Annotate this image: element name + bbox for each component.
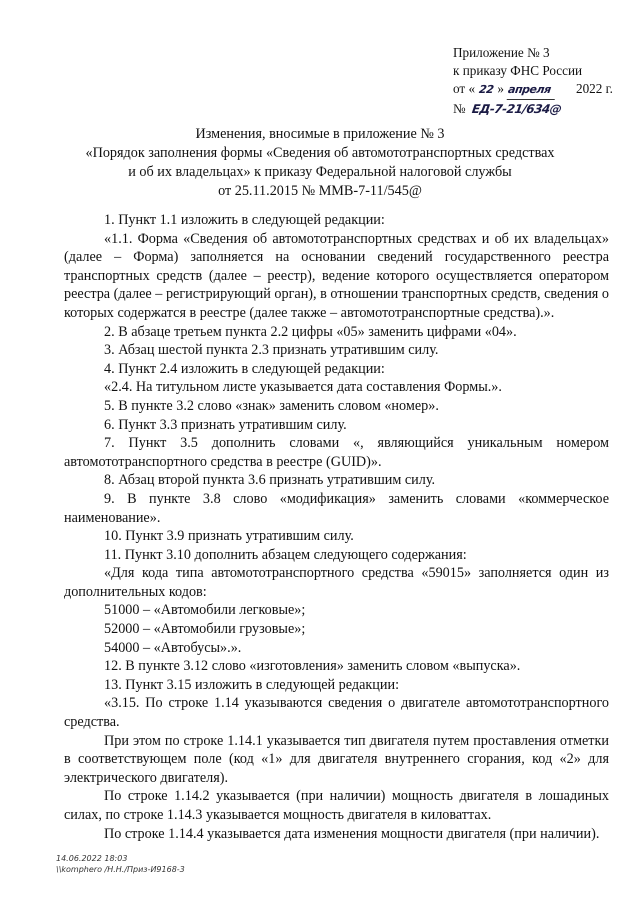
paragraph: 52000 – «Автомобили грузовые»; xyxy=(104,621,306,638)
paragraph: 51000 – «Автомобили легковые»; xyxy=(104,602,306,619)
paragraph: 3. Абзац шестой пункта 2.3 признать утратившим силу. xyxy=(104,342,439,359)
paragraph: 7. Пункт 3.5 дополнить словами «, являющийся уникальным номером автомототранспортного средства в реестре (GUID)». xyxy=(64,435,609,470)
paragraph: «2.4. На титульном листе указывается дата составления Формы.». xyxy=(104,379,502,396)
appendix-header xyxy=(453,44,623,118)
paragraph: 6. Пункт 3.3 признать утратившим силу. xyxy=(104,416,347,433)
appendix-date-line xyxy=(453,80,623,100)
paragraph: При этом по строке 1.14.1 указывается тип двигателя путем проставления отметки в соответствующем поле (код «1» для двигателя внутреннего сгорания, код «2» для электрического двигателя). xyxy=(64,732,609,786)
footer-timestamp: 14.06.2022 18:03 xyxy=(56,854,128,863)
paragraph: 4. Пункт 2.4 изложить в следующей редакции: xyxy=(104,360,385,377)
date-prefix: от « xyxy=(453,81,476,96)
date-year: 2022 г. xyxy=(575,81,613,96)
paragraph: 54000 – «Автобусы».». xyxy=(104,639,242,656)
handwritten-month: апреля xyxy=(507,81,558,100)
paragraph: 5. В пункте 3.2 слово «знак» заменить словом «номер». xyxy=(104,397,439,414)
title-line1: Изменения, вносимые в приложение № 3 xyxy=(195,126,445,142)
document-title xyxy=(64,125,576,201)
paragraph: 11. Пункт 3.10 дополнить абзацем следующего содержания: xyxy=(104,546,467,563)
title-line3: и об их владельцах» к приказу Федеральной налоговой службы xyxy=(128,164,512,180)
date-mid: » xyxy=(497,81,504,96)
paragraph: 13. Пункт 3.15 изложить в следующей редакции: xyxy=(104,676,400,693)
document-body xyxy=(64,211,609,843)
paragraph: По строке 1.14.2 указывается (при наличии) мощность двигателя в лошадиных силах, по строке 1.14.3 указывается мощность двигателя в киловаттах. xyxy=(64,788,609,823)
document-footer xyxy=(56,853,185,875)
handwritten-day: 22 xyxy=(478,83,495,96)
paragraph: По строке 1.14.4 указывается дата изменения мощности двигателя (при наличии). xyxy=(104,825,600,842)
paragraph: «1.1. Форма «Сведения об автомототранспортных средствах и об их владельцах» (далее – Форма) заполняется на основании сведений государственного реестра транспортных средств (далее – реестр), ведение которого осуществляется оператором реестра (далее – регистрирующий орган), в отношении транспортных средств, сведения о которых содержатся в реестре (далее также – автомототранспортные средства).». xyxy=(64,230,609,321)
title-line4: от 25.11.2015 № ММВ-7-11/545@ xyxy=(218,183,422,199)
handwritten-number: ЕД-7-21/634@ xyxy=(470,102,562,116)
appendix-line1: Приложение № 3 xyxy=(453,45,550,60)
appendix-line2: к приказу ФНС России xyxy=(453,63,583,78)
paragraph: 8. Абзац второй пункта 3.6 признать утратившим силу. xyxy=(104,472,436,489)
number-prefix: № xyxy=(453,101,466,116)
paragraph: «3.15. По строке 1.14 указываются сведения о двигателе автомототранспортного средства. xyxy=(64,695,609,731)
paragraph: «Для кода типа автомототранспортного средства «59015» заполняется один из дополнительных кодов: xyxy=(64,565,609,600)
paragraph: 12. В пункте 3.12 слово «изготовления» заменить словом «выпуска». xyxy=(104,658,521,675)
paragraph: 10. Пункт 3.9 признать утратившим силу. xyxy=(104,528,354,545)
appendix-number-line xyxy=(453,100,623,118)
title-line2: «Порядок заполнения формы «Сведения об автомототранспортных средствах xyxy=(85,145,555,161)
paragraph: 1. Пункт 1.1 изложить в следующей редакции: xyxy=(104,212,385,228)
paragraph: 2. В абзаце третьем пункта 2.2 цифры «05» заменить цифрами «04». xyxy=(104,323,517,340)
paragraph: 9. В пункте 3.8 слово «модификация» заменить словами «коммерческое наименование». xyxy=(64,490,609,526)
footer-path: \\komphero /Н.Н./Приз-И9168-3 xyxy=(56,865,185,874)
